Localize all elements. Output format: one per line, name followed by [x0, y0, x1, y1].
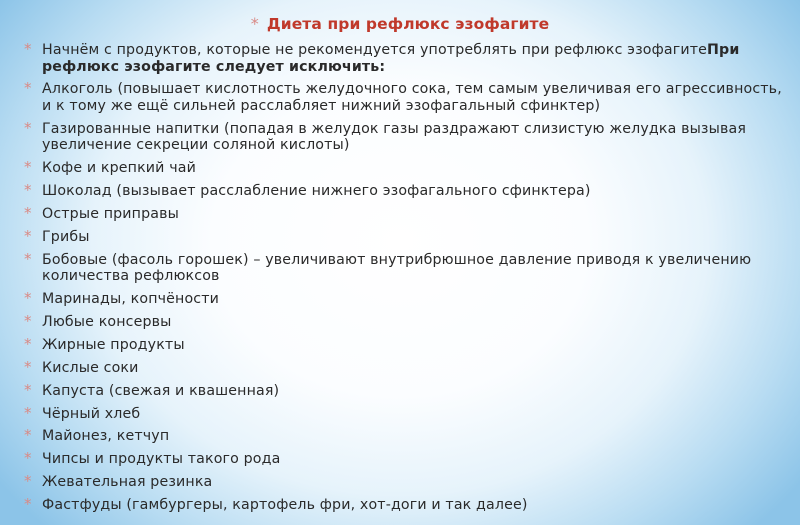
intro-text: Начнём с продуктов, которые не рекомендуется употреблять при рефлюкс эзофагите [42, 42, 708, 58]
bullet-icon: * [24, 449, 32, 468]
list-item-text: Фастфуды (гамбургеры, картофель фри, хот-доги и так далее) [42, 497, 528, 514]
list-item-text: Маринады, копчёности [42, 291, 220, 308]
bullet-icon: * [24, 426, 32, 445]
list-item [24, 118, 784, 154]
food-list [24, 42, 784, 520]
bullet-icon: * [24, 79, 32, 98]
list-item [24, 428, 784, 445]
bullet-icon: * [24, 181, 32, 200]
list-item [24, 357, 784, 377]
list-item [24, 160, 784, 177]
bullet-icon: * [24, 380, 32, 399]
list-item [24, 451, 784, 468]
intro-bold-text: При рефлюкс эзофагите следует исключить: [42, 42, 740, 75]
list-item [24, 314, 784, 331]
list-item-intro [24, 42, 784, 75]
slide-title-row [0, 14, 800, 33]
list-item [24, 183, 784, 200]
list-item-text: Алкоголь (повышает кислотность желудочного сока, тем самым увеличивая его агрессивность, и к тому же ещё сильней расслабляет нижний эзофагальный сфинктер) [42, 81, 782, 114]
list-item [24, 226, 784, 246]
list-item-text: Острые приправы [42, 205, 179, 222]
list-item-text: Любые консервы [42, 314, 172, 331]
list-item [24, 403, 784, 423]
list-item [24, 203, 784, 223]
list-item [24, 380, 784, 400]
bullet-icon: * [24, 357, 32, 376]
bullet-icon: * [24, 226, 32, 245]
list-item-text: Чипсы и продукты такого рода [42, 451, 281, 468]
bullet-icon: * [24, 40, 32, 58]
list-item [24, 474, 784, 491]
bullet-icon: * [24, 403, 32, 422]
list-item-text: Шоколад (вызывает расслабление нижнего эзофагального сфинктера) [42, 183, 591, 200]
bullet-icon: * [24, 334, 32, 353]
slide-title: Диета при рефлюкс эзофагите [266, 15, 550, 33]
list-item-text: Чёрный хлеб [42, 405, 141, 422]
bullet-icon: * [24, 495, 32, 514]
bullet-icon: * [24, 312, 32, 331]
list-item-text: Майонез, кетчуп [42, 428, 170, 445]
list-item-text: Грибы [42, 228, 90, 245]
list-item-text: Газированные напитки (попадая в желудок газы раздражают слизистую желудка вызывая увеличение секреции соляной кислоты) [42, 120, 747, 154]
list-item-text: Кислые соки [42, 359, 139, 376]
bullet-icon: * [24, 289, 32, 308]
bullet-icon: * [24, 203, 32, 222]
list-item [24, 81, 784, 114]
list-item [24, 497, 784, 514]
list-item [24, 334, 784, 354]
list-item-text: Жевательная резинка [42, 474, 213, 491]
bullet-icon: * [250, 14, 259, 33]
bullet-icon: * [24, 472, 32, 491]
list-item-text: Жирные продукты [42, 336, 185, 353]
list-item-text: Кофе и крепкий чай [42, 160, 196, 177]
list-item [24, 291, 784, 308]
bullet-icon: * [24, 158, 32, 177]
bullet-icon: * [24, 118, 32, 137]
list-item-text: Бобовые (фасоль горошек) – увеличивают внутрибрюшное давление приводя к увеличению количества рефлюксов [42, 251, 752, 285]
bullet-icon: * [24, 249, 32, 268]
list-item [24, 249, 784, 285]
list-item-text: Капуста (свежая и квашенная) [42, 382, 280, 399]
